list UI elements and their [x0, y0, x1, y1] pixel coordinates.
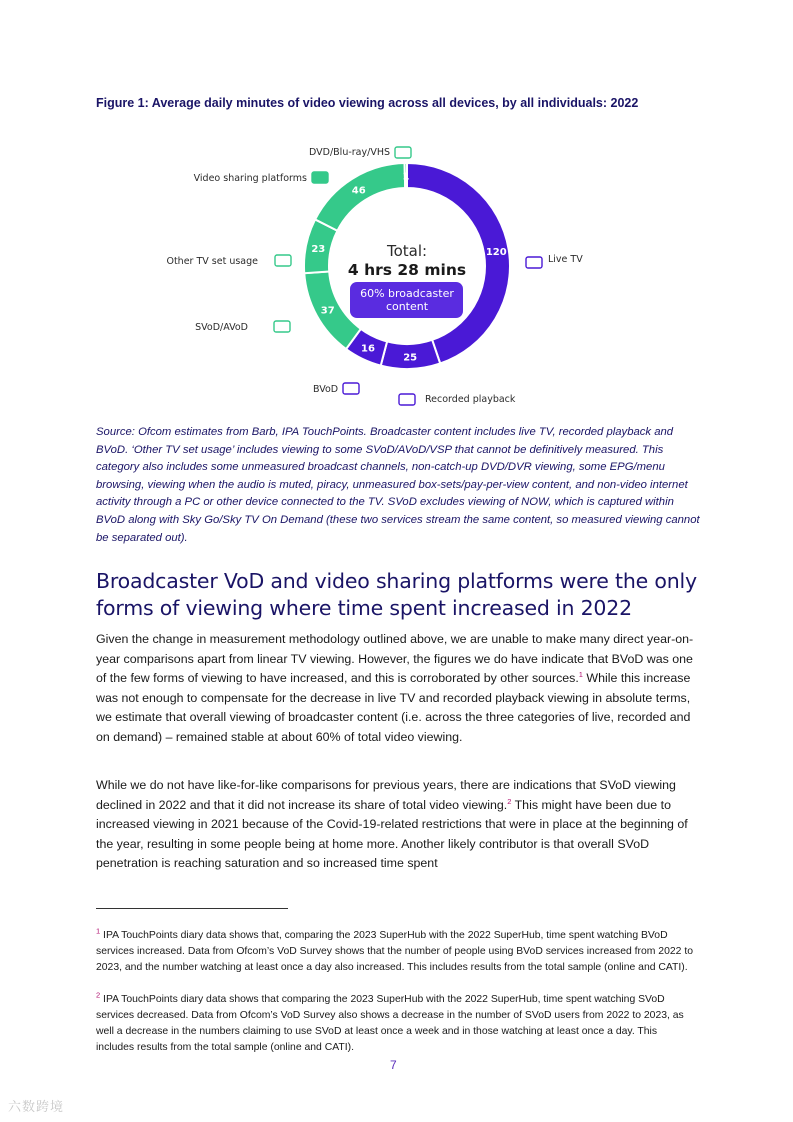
- donut-value-bvod: 16: [361, 343, 375, 355]
- category-label-bvod: BVoD: [313, 384, 339, 395]
- paragraph-1-text-b: While this increase was not enough to compensate for the decrease in live TV and recorded playback viewing in absolute terms, we estimate that overall viewing of broadcaster content (i.e. across the three categories of live, recorded and on demand) – remained stable at about 60% of total video viewing.: [96, 671, 691, 744]
- footnote-ref-1[interactable]: 1: [578, 670, 583, 680]
- chart-center-value: 4 hrs 28 mins: [347, 261, 467, 279]
- donut-value-video-sharing-platforms: 46: [351, 185, 366, 197]
- paragraph-1-text-a: Given the change in measurement methodology outlined above, we are unable to make many direct year-on-year comparisons apart from linear TV viewing. However, the figures we do have indicate that BVoD was one of the few forms of viewing to have increased, and this is corroborated by other sources.: [96, 632, 694, 686]
- footnote-2-number: 2: [96, 990, 101, 1000]
- donut-value-svod-avod: 37: [320, 305, 335, 317]
- paragraph-2-text-a: While we do not have like-for-like comparisons for previous years, there are indications that SVoD viewing declined in 2022 and that it did not increase its share of total video viewing.: [96, 778, 676, 812]
- live-tv-icon: [526, 257, 542, 268]
- chart-center-badge-line-1: 60% broadcaster: [360, 287, 454, 300]
- paragraph-2-text-b: This might have been due to increased viewing in 2021 because of the Covid-19-related restrictions that were in place at the beginning of the year, resulting in some people being at home more. Another likely contributor is that overall SVoD penetration is reaching saturation and so increased time spent: [96, 797, 688, 871]
- donut-value-recorded-playback: 25: [403, 352, 418, 364]
- footnote-1: [96, 928, 696, 976]
- paragraph-2: [96, 776, 706, 874]
- footnote-2-text: IPA TouchPoints diary data shows that comparing the 2023 SuperHub with the 2022 SuperHub, time spent watching SVoD services decreased. Data from Ofcom’s VoD Survey also shows a decrease in the number of SVoD users from 2022 to 2023, as well a decrease in the numbers claiming to use SVoD at least once a week and in those watching at least once a day. This includes results from the total sample (online and CATI).: [96, 994, 684, 1053]
- category-label-svod-avod: SVoD/AVoD: [195, 322, 248, 333]
- category-label-dvd-blu-ray-vhs: DVD/Blu-ray/VHS: [309, 147, 390, 158]
- watermark-logo: 六数跨境: [8, 1099, 65, 1114]
- recorded-playback-icon: [399, 394, 415, 405]
- chart-center-badge-line-2: content: [385, 300, 429, 313]
- chart-center-label: Total:: [386, 242, 428, 260]
- footnote-ref-2[interactable]: 2: [507, 796, 512, 806]
- category-label-other-tv-set-usage: Other TV set usage: [166, 256, 258, 267]
- donut-value-live-tv: 120: [485, 247, 507, 259]
- video-sharing-platforms-icon: [312, 172, 328, 183]
- category-label-live-tv: Live TV: [548, 254, 583, 265]
- footnote-1-number: 1: [96, 926, 101, 936]
- figure-title: Figure 1: Average daily minutes of video viewing across all devices, by all individuals: 2022: [96, 96, 639, 110]
- footnote-divider: [96, 908, 288, 909]
- donut-chart: [150, 135, 583, 415]
- page-number: 7: [390, 1058, 397, 1072]
- footnote-2: [96, 992, 696, 1056]
- donut-value-dvd-blu-ray-vhs: 1: [402, 171, 410, 183]
- dvd-blu-ray-vhs-icon: [395, 147, 411, 158]
- paragraph-1: [96, 630, 706, 748]
- bvod-icon: [343, 383, 359, 394]
- category-label-video-sharing-platforms: Video sharing platforms: [193, 173, 307, 184]
- section-heading: Broadcaster VoD and video sharing platforms were the only forms of viewing where time spent increased in 2022: [96, 569, 697, 620]
- donut-value-other-tv-set-usage: 23: [311, 244, 326, 256]
- footnote-1-text: IPA TouchPoints diary data shows that, comparing the 2023 SuperHub with the 2022 SuperHub, time spent watching BVoD services increased. Data from Ofcom’s VoD Survey shows that the number of people using BVoD services increased from 2022 to 2023, and the number watching at least once a day also increased. This includes results from the total sample (online and CATI).: [96, 930, 693, 973]
- svod-avod-icon: [274, 321, 290, 332]
- figure-source-note: Source: Ofcom estimates from Barb, IPA TouchPoints. Broadcaster content includes live TV, recorded playback and BVoD. ‘Other TV set usage’ includes viewing to some SVoD/AVoD/VSP that cannot be definitively measured. This category also includes some unmeasured broadcast channels, non-catch-up DVD/DVR viewing, some EPG/menu browsing, viewing when the audio is muted, piracy, unmeasured box-sets/pay-per-view content, and non-video internet activity through a PC or other device connected to the TV. SVoD excludes viewing of NOW, which is captured within BVoD along with Sky Go/Sky TV On Demand (these two services stream the same content, so measured viewing cannot be separated out).: [96, 426, 700, 544]
- category-label-recorded-playback: Recorded playback: [425, 394, 516, 405]
- other-tv-set-usage-icon: [275, 255, 291, 266]
